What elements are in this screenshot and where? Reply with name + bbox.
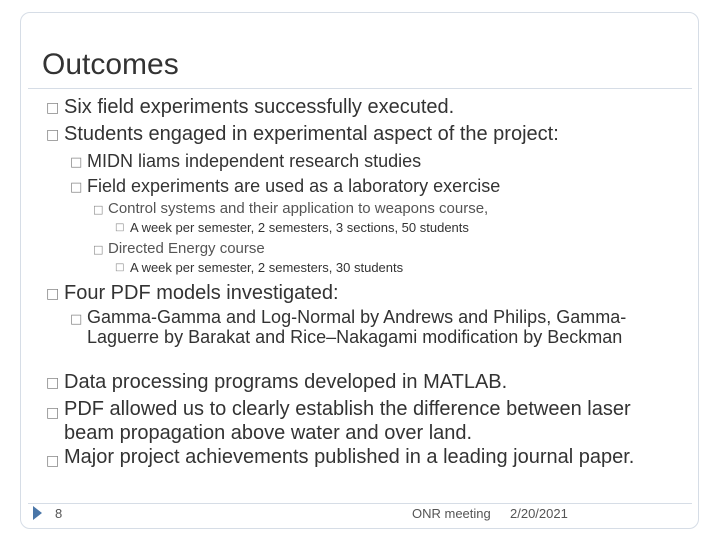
list-item: [70, 307, 687, 347]
list-item-text: Control systems and their application to weapons course,: [108, 200, 489, 217]
checkbox-bullet-icon: □: [115, 262, 125, 273]
list-item: [70, 151, 422, 172]
checkbox-bullet-icon: □: [70, 180, 83, 195]
list-item-text: Gamma-Gamma and Log-Normal by Andrews and Philips, Gamma-Laguerre by Barakat and Rice–Nakagami modification by Beckman: [87, 307, 627, 347]
list-item: [46, 371, 508, 394]
checkbox-bullet-icon: □: [46, 453, 60, 469]
checkbox-bullet-icon: □: [46, 405, 60, 421]
triangle-marker-icon: [33, 506, 42, 520]
list-item: [46, 446, 649, 469]
list-item-text: Major project achievements published in a leading journal paper.: [64, 446, 635, 468]
list-item: [93, 240, 265, 257]
checkbox-bullet-icon: □: [46, 127, 60, 143]
list-item: [70, 176, 501, 197]
checkbox-bullet-icon: □: [70, 312, 83, 327]
list-item-text: Students engaged in experimental aspect of the project:: [64, 123, 559, 145]
list-item-text: Six field experiments successfully executed.: [64, 96, 455, 118]
footer-divider: [28, 503, 692, 504]
list-item: [46, 397, 654, 445]
list-item: [46, 123, 559, 146]
list-item-text: MIDN liams independent research studies: [87, 151, 422, 171]
list-item-text: A week per semester, 2 semesters, 3 sections, 50 students: [130, 220, 469, 235]
list-item-text: A week per semester, 2 semesters, 30 students: [130, 260, 404, 275]
checkbox-bullet-icon: □: [46, 286, 60, 302]
list-item-text: Field experiments are used as a laboratory exercise: [87, 176, 501, 196]
list-item-text: PDF allowed us to clearly establish the difference between laser beam propagation above water and over land.: [64, 398, 631, 444]
checkbox-bullet-icon: □: [46, 375, 60, 391]
title-divider: [28, 88, 692, 89]
list-item: [46, 96, 455, 119]
list-item: [115, 220, 469, 235]
list-item: [115, 260, 404, 275]
page-number: 8: [55, 506, 63, 521]
checkbox-bullet-icon: □: [46, 100, 60, 116]
footer-date: 2/20/2021: [510, 506, 568, 521]
footer-event: ONR meeting: [412, 506, 491, 521]
checkbox-bullet-icon: □: [93, 203, 104, 216]
list-item: [46, 282, 339, 305]
checkbox-bullet-icon: □: [115, 222, 125, 233]
list-item-text: Four PDF models investigated:: [64, 282, 339, 304]
slide-title: Outcomes: [42, 48, 179, 81]
checkbox-bullet-icon: □: [70, 155, 83, 170]
list-item-text: Data processing programs developed in MATLAB.: [64, 371, 508, 393]
list-item: [93, 200, 489, 217]
list-item-text: Directed Energy course: [108, 240, 265, 257]
checkbox-bullet-icon: □: [93, 243, 104, 256]
